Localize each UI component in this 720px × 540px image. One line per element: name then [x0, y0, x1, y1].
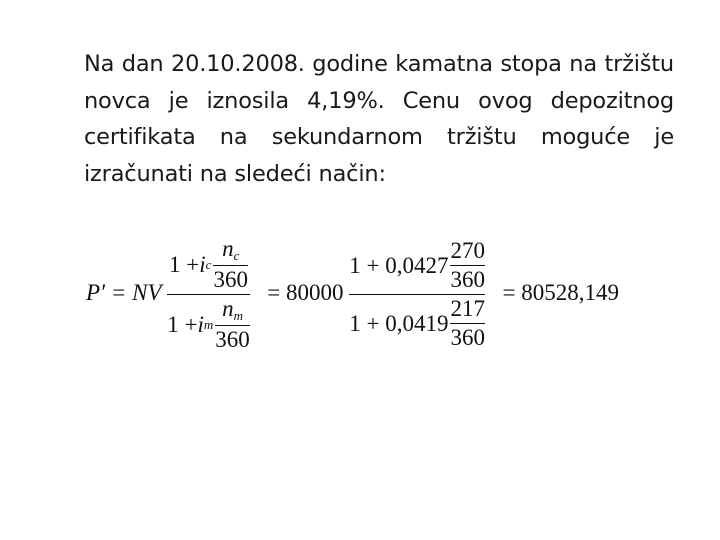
days-270: 270 — [450, 238, 485, 263]
fraction-bar — [215, 325, 250, 326]
numeric-numerator — [349, 238, 485, 293]
rate-m: 1 + 0,0419 — [349, 310, 449, 336]
nm-over-360 — [215, 296, 250, 353]
217-over-360 — [450, 296, 485, 351]
denominator-360: 360 — [215, 327, 250, 352]
fraction-bar — [213, 265, 248, 266]
equals-80000: = 80000 — [267, 279, 344, 305]
subscript-c: c — [205, 256, 212, 272]
price-formula — [86, 236, 619, 353]
n-m — [222, 296, 243, 324]
subscript-m: m — [203, 316, 214, 332]
n-symbol: n — [222, 296, 234, 321]
symbolic-denominator — [167, 296, 250, 353]
fraction-bar — [450, 265, 485, 266]
i-symbol: i — [197, 311, 204, 337]
symbolic-numerator — [169, 236, 248, 293]
denominator-360: 360 — [213, 267, 248, 292]
days-217: 217 — [450, 296, 485, 321]
n-symbol: n — [222, 236, 234, 261]
formula-lhs-text: P′ = NV — [86, 279, 162, 305]
270-over-360 — [450, 238, 485, 293]
numeric-fraction — [349, 238, 485, 351]
i-symbol: i — [199, 251, 206, 277]
one-plus: 1 + — [167, 311, 198, 337]
nc-over-360 — [213, 236, 248, 293]
denominator-360: 360 — [450, 325, 485, 350]
main-fraction-bar — [167, 294, 250, 295]
one-plus: 1 + — [169, 251, 200, 277]
n-subscript-m: m — [233, 308, 243, 323]
result-value: = 80528,149 — [502, 279, 619, 305]
rate-c: 1 + 0,0427 — [349, 252, 449, 278]
n-subscript-c: c — [233, 248, 240, 263]
symbolic-fraction — [167, 236, 250, 353]
main-fraction-bar — [349, 294, 485, 295]
numeric-denominator — [349, 296, 485, 351]
problem-text: Na dan 20.10.2008. godine kamatna stopa na tržištu novca je iznosila 4,19%. Cenu ovog depozitnog certifikata na sekundarnom tržištu moguće je izračunati na sledeći način: — [84, 51, 674, 187]
fraction-bar — [450, 323, 485, 324]
denominator-360: 360 — [450, 267, 485, 292]
formula-lhs — [86, 280, 162, 306]
n-c — [222, 236, 239, 264]
